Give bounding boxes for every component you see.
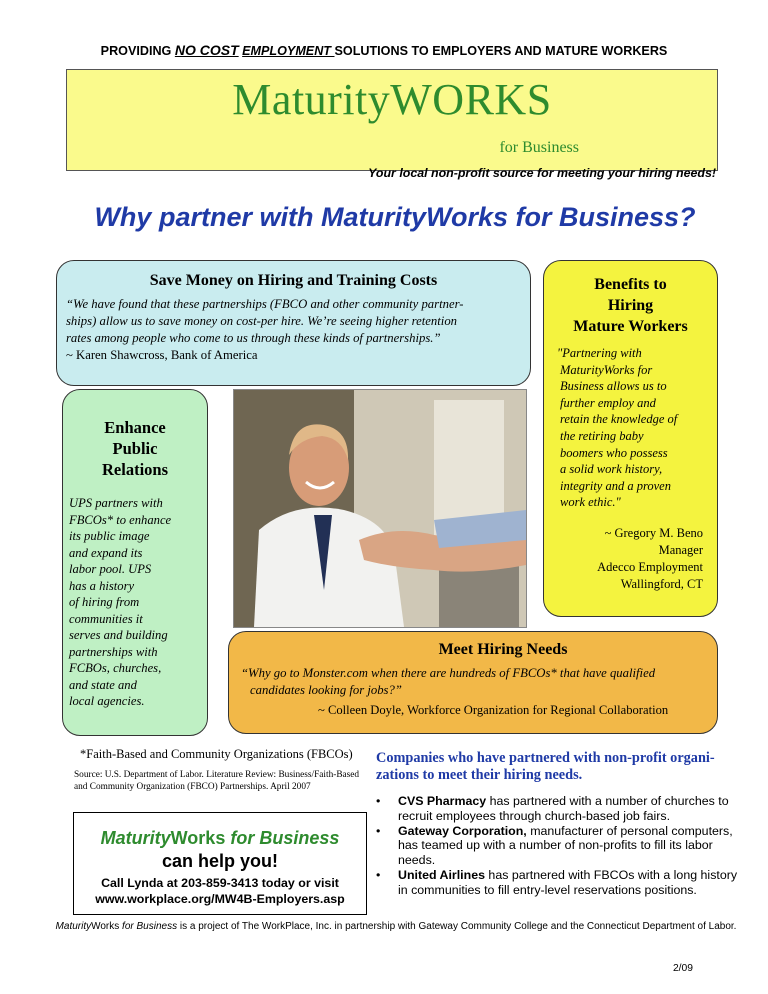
enhance-relations-box <box>62 389 208 736</box>
top-banner-line: PROVIDING NO COST EMPLOYMENT SOLUTIONS TO EMPLOYERS AND MATURE WORKERS <box>100 42 668 58</box>
meet-needs-title: Meet Hiring Needs <box>438 641 568 658</box>
enhance-body: UPS partners with FBCOs* to enhance its public image and expand its labor pool. UPS has a history of hiring from communities it serves and building partnerships with FCBOs, churches, and state and local agencies. <box>69 496 172 708</box>
meet-needs-quote: “Why go to Monster.com when there are hundreds of FBCOs* that have qualified candidates looking for jobs?” <box>241 666 656 697</box>
source-citation: Source: U.S. Department of Labor. Literature Review: Business/Faith-Based and Community Organization (FBCO) Partnerships. April 2007 <box>74 770 360 792</box>
bullet-icon: • <box>376 794 381 808</box>
list-item: • CVS Pharmacy has partnered with a number of churches to recruit employees through church-based job fairs. <box>376 794 729 823</box>
save-money-attribution: ~ Karen Shawcross, Bank of America <box>66 348 258 362</box>
page-headline: Why partner with MaturityWorks for Business? <box>94 202 696 232</box>
page-footer: MaturityWorks for Business is a project of The WorkPlace, Inc. in partnership with Gateway Community College and the Connecticut Department of Labor. <box>55 921 737 932</box>
cta-website-link[interactable]: www.workplace.org/MW4B-Employers.asp <box>95 892 345 906</box>
meet-needs-attribution: ~ Colleen Doyle, Workforce Organization for Regional Collaboration <box>318 703 669 717</box>
handshake-photo <box>233 389 527 628</box>
handshake-photo-illustration <box>234 390 526 627</box>
tagline: Your local non-profit source for meeting your hiring needs! <box>368 166 716 180</box>
page-number: 2/09 <box>672 963 693 974</box>
benefits-box <box>543 260 718 617</box>
logo-banner <box>66 69 718 171</box>
companies-list <box>372 794 750 898</box>
save-money-title: Save Money on Hiring and Training Costs <box>149 272 438 289</box>
cta-brand: MaturityWorks for Business <box>100 828 340 848</box>
maturityworks-logo: MaturityWORKS <box>232 75 552 124</box>
save-money-quote: “We have found that these partnerships (FBCO and other community partner- ships) allow us to save money on cost-per hire. We’re seeing higher retention rates among people who come to us through these kinds of partnerships.” <box>66 297 464 345</box>
list-item: • United Airlines has partnered with FBCOs with a long history in communities to fill entry-level reservations positions. <box>376 867 738 897</box>
logo-for-business: for Business <box>499 139 579 156</box>
call-to-action-box <box>73 812 367 915</box>
benefits-attribution: ~ Gregory M. Beno Manager Adecco Employment Wallingford, CT <box>597 525 703 591</box>
companies-heading: Companies who have partnered with non-profit organi- zations to meet their hiring needs. <box>376 750 715 783</box>
benefits-title: Benefits to Hiring Mature Workers <box>573 276 688 335</box>
save-money-box <box>56 260 531 386</box>
bullet-icon: • <box>376 823 381 838</box>
benefits-quote: "Partnering with MaturityWorks for Business allows us to further employ and retain the knowledge of the retiring baby boomers who possess a solid work history, integrity and a proven work ethic." <box>557 346 678 510</box>
fbco-footnote: *Faith-Based and Community Organizations (FBCOs) <box>80 747 353 761</box>
cta-help-line: can help you! <box>161 851 278 871</box>
list-item: • Gateway Corporation, manufacturer of personal computers, has teamed up with a number of non-profits to fill its labor needs. <box>376 823 733 868</box>
bullet-icon: • <box>376 867 381 882</box>
meet-hiring-needs-box <box>228 631 718 734</box>
enhance-title: Enhance Public Relations <box>102 418 168 479</box>
cta-contact: Call Lynda at 203-859-3413 today or visit www.workplace.org/MW4B-Employers.asp <box>74 875 366 907</box>
